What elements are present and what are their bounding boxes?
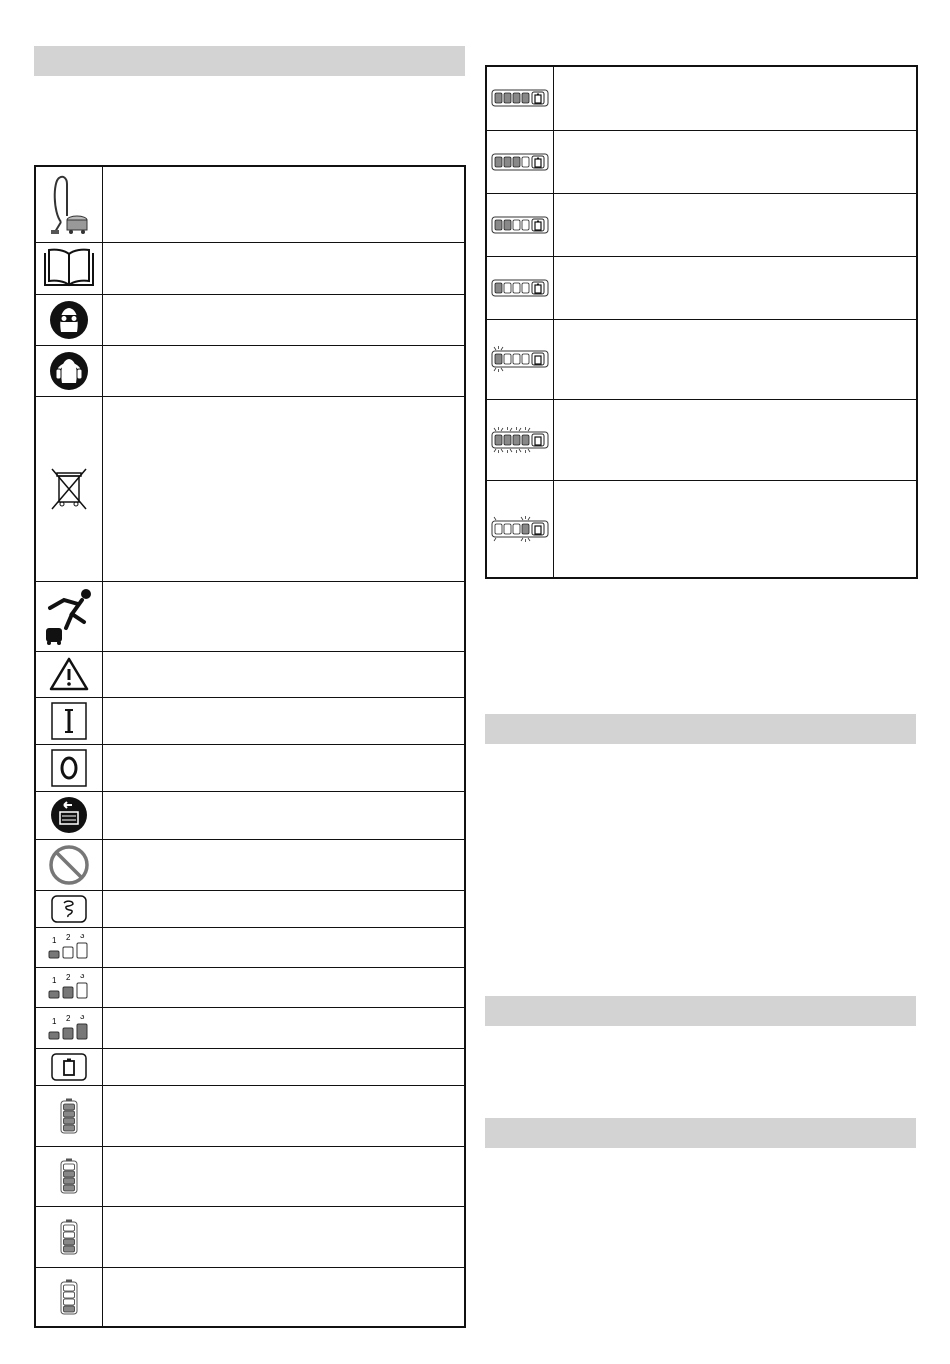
- symbols-table-right: [485, 65, 918, 579]
- table-row: [35, 1267, 465, 1327]
- svg-text:2: 2: [65, 974, 71, 982]
- table-row: [35, 1085, 465, 1146]
- row-text: [553, 66, 917, 130]
- prohibited-icon: [48, 844, 90, 886]
- operating-manual-icon: [42, 247, 96, 289]
- tripping-hazard-icon: [44, 586, 94, 646]
- svg-text:3: 3: [79, 1014, 85, 1021]
- row-text: [102, 396, 465, 581]
- table-row: [35, 581, 465, 651]
- table-row: [35, 294, 465, 345]
- table-row: [486, 480, 917, 578]
- filter-cleaning-icon: [50, 796, 88, 834]
- battery-icon: [51, 1053, 87, 1081]
- battery-2-bars-icon: [60, 1219, 78, 1255]
- table-row: [486, 66, 917, 130]
- svg-text:1: 1: [51, 976, 57, 985]
- section-header-bar-4: [485, 1118, 916, 1148]
- table-row: [35, 697, 465, 744]
- switch-off-icon: [51, 749, 87, 787]
- hearing-protection-icon: [49, 351, 89, 391]
- table-row: [486, 319, 917, 399]
- battery-3-bars-icon: [60, 1158, 78, 1194]
- row-text: [102, 839, 465, 890]
- charge-level-all-blinking-icon: [491, 426, 549, 454]
- row-text: [102, 581, 465, 651]
- battery-4-bars-icon: [60, 1098, 78, 1134]
- table-row: [35, 1048, 465, 1085]
- table-row: [35, 967, 465, 1007]
- table-row: [486, 130, 917, 193]
- table-row: [35, 651, 465, 697]
- table-row: [35, 1206, 465, 1267]
- svg-text:1: 1: [51, 1016, 57, 1026]
- row-text: [102, 744, 465, 791]
- charge-level-4-icon: [491, 88, 549, 108]
- charge-level-1-icon: [491, 278, 549, 298]
- switch-on-icon: [51, 702, 87, 740]
- table-row: [35, 791, 465, 839]
- row-text: [553, 480, 917, 578]
- charge-level-blinking-2-icon: [491, 515, 549, 543]
- suction-power-icon: [51, 895, 87, 923]
- row-text: [102, 651, 465, 697]
- vacuum-cleaner-icon: [47, 172, 91, 236]
- row-text: [102, 242, 465, 294]
- section-header-bar-2: [485, 714, 916, 744]
- table-row: [35, 396, 465, 581]
- svg-text:1: 1: [51, 936, 57, 945]
- eye-protection-icon: [49, 300, 89, 340]
- row-text: [102, 1146, 465, 1206]
- symbols-table-left: [34, 165, 466, 1328]
- svg-text:2: 2: [65, 1014, 71, 1023]
- table-row: [35, 744, 465, 791]
- table-row: [35, 839, 465, 890]
- battery-1-bar-icon: [60, 1279, 78, 1315]
- table-row: [35, 1007, 465, 1048]
- table-row: [486, 399, 917, 480]
- svg-text:2: 2: [65, 934, 71, 942]
- table-row: [35, 890, 465, 927]
- svg-text:3: 3: [79, 934, 85, 940]
- table-row: [35, 1146, 465, 1206]
- charge-level-3-icon: [491, 152, 549, 172]
- row-text: [553, 319, 917, 399]
- row-text: [102, 927, 465, 967]
- row-text: [102, 1048, 465, 1085]
- row-text: [102, 345, 465, 396]
- row-text: [553, 130, 917, 193]
- table-row: [35, 345, 465, 396]
- table-row: [486, 256, 917, 319]
- power-level-3-icon: [48, 1015, 90, 1041]
- table-row: [486, 193, 917, 256]
- section-header-bar-1: [34, 46, 465, 76]
- crossed-out-wheelie-bin-icon: [49, 466, 89, 512]
- power-level-1-icon: [48, 934, 90, 960]
- row-text: [102, 890, 465, 927]
- table-row: [35, 927, 465, 967]
- row-text: [102, 1085, 465, 1146]
- table-row: [35, 242, 465, 294]
- section-header-bar-3: [485, 996, 916, 1026]
- svg-text:3: 3: [79, 974, 85, 980]
- row-text: [102, 791, 465, 839]
- charge-level-blinking-1-icon: [491, 345, 549, 373]
- row-text: [102, 1007, 465, 1048]
- warning-triangle-icon: [49, 657, 89, 691]
- row-text: [102, 1267, 465, 1327]
- row-text: [102, 697, 465, 744]
- power-level-2-icon: [48, 974, 90, 1000]
- charge-level-2-icon: [491, 215, 549, 235]
- row-text: [102, 166, 465, 242]
- row-text: [553, 256, 917, 319]
- row-text: [553, 193, 917, 256]
- row-text: [102, 967, 465, 1007]
- table-row: [35, 166, 465, 242]
- row-text: [102, 1206, 465, 1267]
- row-text: [102, 294, 465, 345]
- row-text: [553, 399, 917, 480]
